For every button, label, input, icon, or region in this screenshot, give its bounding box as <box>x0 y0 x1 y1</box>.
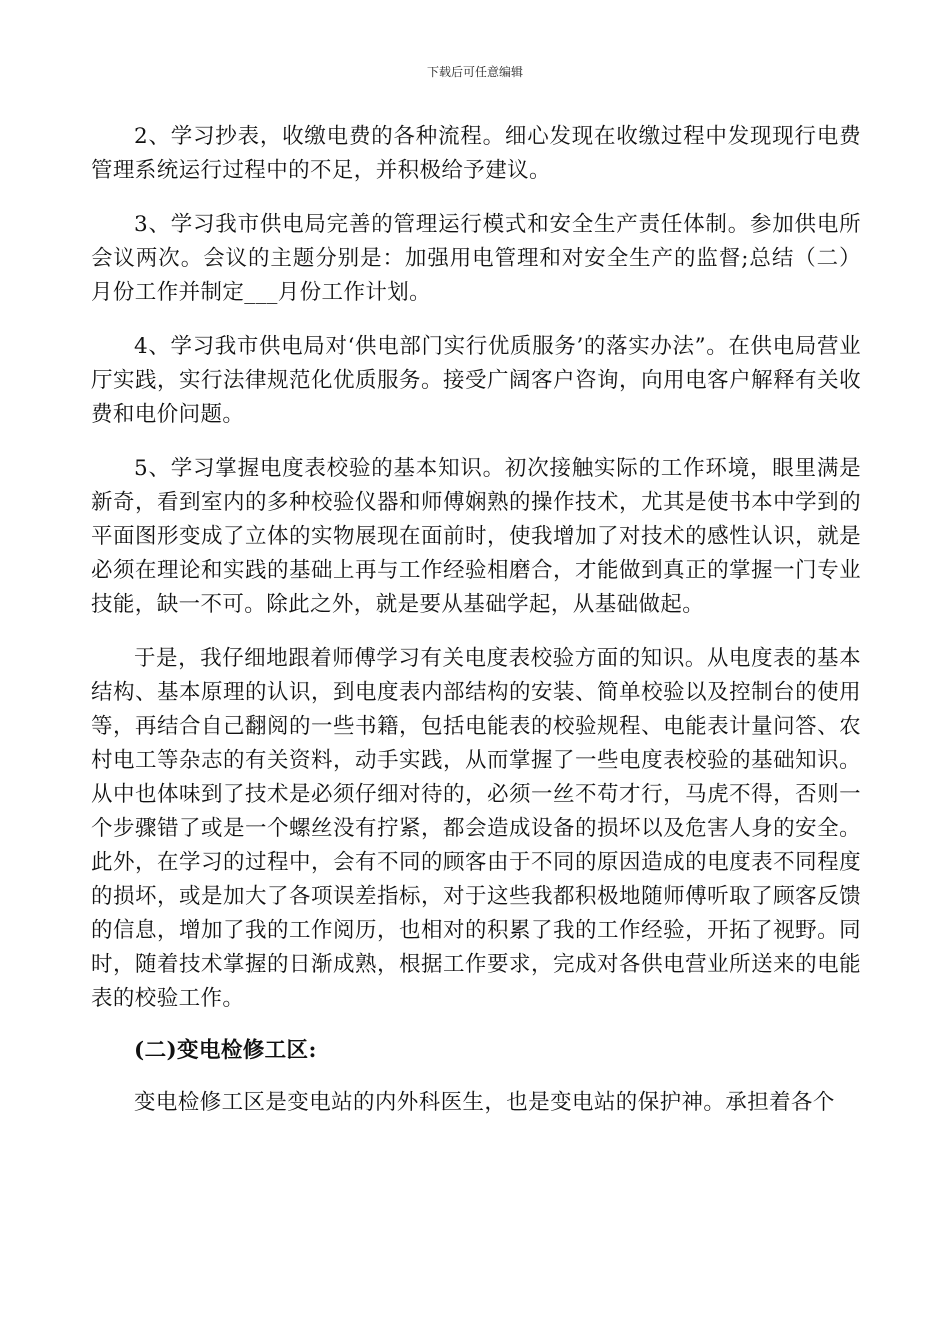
paragraph-item-3: 3、学习我市供电局完善的管理运行模式和安全生产责任体制。参加供电所会议两次。会议的主题分别是：加强用电管理和对安全生产的监督;总结（二）月份工作并制定___月份工作计划。 <box>91 212 861 305</box>
paragraph-item-4: 4、学习我市供电局对‘供电部门实行优质服务’的落实办法”。在供电局营业厅实践，实行法律规范化优质服务。接受广阔客户咨询，向用电客户解释有关收费和电价问题。 <box>91 334 861 427</box>
paragraph-item-5: 5、学习掌握电度表校验的基本知识。初次接触实际的工作环境，眼里满是新奇，看到室内的多种校验仪器和师傅娴熟的操作技术，尤其是使书本中学到的平面图形变成了立体的实物展现在面前时，使我增加了对技术的感性认识，就是必须在理论和实践的基础上再与工作经验相磨合，才能做到真正的掌握一门专业技能，缺一不可。除此之外，就是要从基础学起，从基础做起。 <box>91 456 861 617</box>
page-header: 下载后可任意编辑 <box>426 65 523 79</box>
document-body <box>91 120 861 1140</box>
paragraph-meter-calibration: 于是，我仔细地跟着师傅学习有关电度表校验方面的知识。从电度表的基本结构、基本原理的认识，到电度表内部结构的安装、简单校验以及控制台的使用等，再结合自己翻阅的一些书籍，包括电能表的校验规程、电能表计量问答、农村电工等杂志的有关资料，动手实践，从而掌握了一些电度表校验的基础知识。从中也体味到了技术是必须仔细对待的，必须一丝不苟才行，马虎不得，否则一个步骤错了或是一个螺丝没有拧紧，都会造成设备的损坏以及危害人身的安全。此外，在学习的过程中，会有不同的顾客由于不同的原因造成的电度表不同程度的损坏，或是加大了各项误差指标，对于这些我都积极地随师傅听取了顾客反馈的信息，增加了我的工作阅历，也相对的积累了我的工作经验，开拓了视野。同时，随着技术掌握的日渐成熟，根据工作要求，完成对各供电营业所送来的电能表的校验工作。 <box>91 646 861 1011</box>
section-heading: (二)变电检修工区: <box>134 1038 317 1063</box>
section-first-paragraph: 变电检修工区是变电站的内外科医生，也是变电站的保护神。承担着各个 <box>134 1090 835 1115</box>
paragraph-item-2: 2、学习抄表，收缴电费的各种流程。细心发现在收缴过程中发现现行电费管理系统运行过程中的不足，并积极给予建议。 <box>91 124 861 183</box>
